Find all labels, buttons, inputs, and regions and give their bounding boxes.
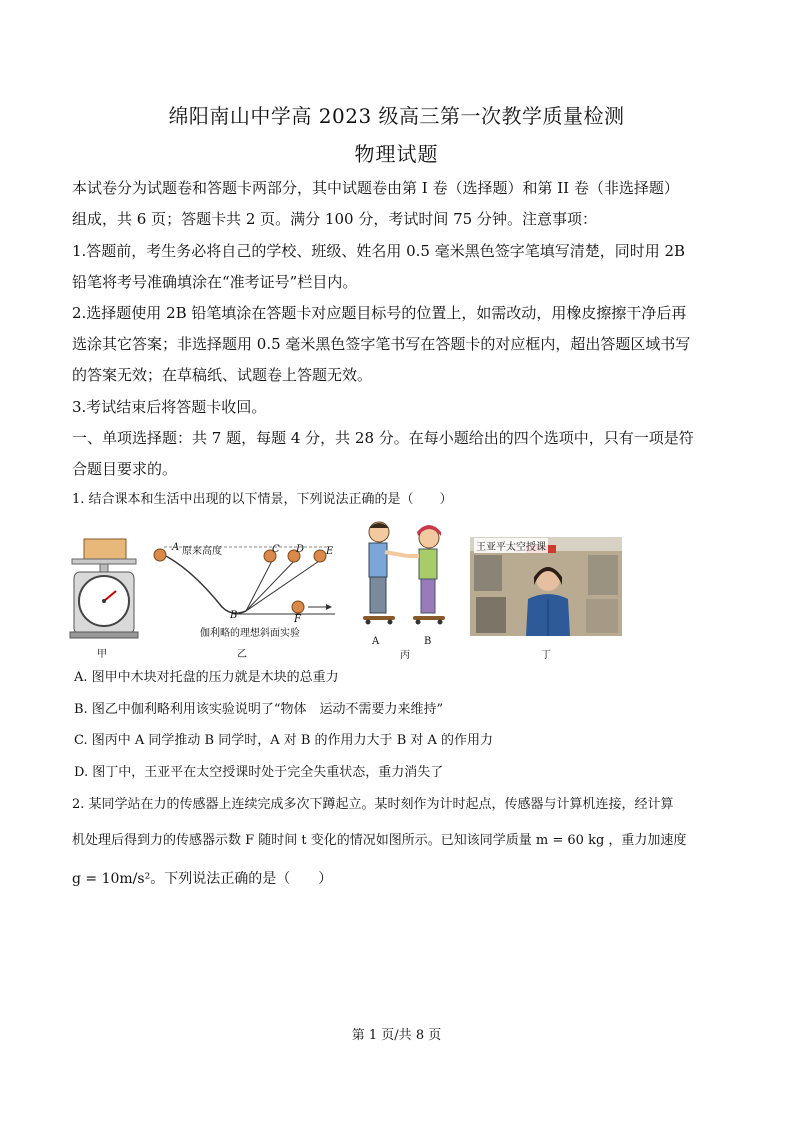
section-1-line-2: 合题目要求的。 [72,460,178,478]
figure-label-jia: 甲 [97,649,107,660]
question-1-option-a: A. 图甲中木块对托盘的压力就是木块的总重力 [74,670,339,685]
question-2-line-1: 2. 某同学站在力的传感器上连续完成多次下蹲起立。某时刻作为计时起点，传感器与计算机连接，经计算 [72,797,674,812]
intro-line-1: 本试卷分为试题卷和答题卡两部分，其中试题卷由第 I 卷（选择题）和第 II 卷（非选择题） [72,179,679,197]
question-1-stem: 1. 结合课本和生活中出现的以下情景，下列说法正确的是（ ） [72,492,453,507]
question-1-option-d: D. 图丁中，王亚平在太空授课时处于完全失重状态，重力消失了 [74,765,444,780]
galileo-experiment-caption: 伽利略的理想斜面实验 [200,628,300,639]
note-1-line-1: 1.答题前，考生务必将自己的学校、班级、姓名用 0.5 毫米黑色签字笔填写清楚，同时用 2B [72,242,686,260]
point-a-label: A [172,542,180,553]
point-c-label: C [272,544,280,555]
note-2-line-1: 2.选择题使用 2B 铅笔填涂在答题卡对应题目标号的位置上，如需改动，用橡皮擦擦干净后再 [72,304,687,322]
question-2-line-2: 机处理后得到力的传感器示数 F 随时间 t 变化的情况如图所示。已知该同学质量 m = 60 kg ，重力加速度 [72,833,687,848]
page-subtitle: 物理试题 [354,142,439,166]
page-title: 绵阳南山中学高 2023 级高三第一次教学质量检测 [168,104,625,128]
wooden-block [84,539,126,559]
note-2-line-3: 的答案无效；在草稿纸、试题卷上答题无效。 [72,366,373,384]
point-d-label: D [296,544,305,555]
figure-label-yi: 乙 [237,649,247,660]
point-f-label: F [294,614,301,625]
figure-label-bing: 丙 [400,650,410,661]
scale-figure [68,535,140,641]
note-1-line-2: 铅笔将考号准确填涂在“准考证号”栏目内。 [72,273,358,291]
question-1-option-c: C. 图丙中 A 同学推动 B 同学时，A 对 B 的作用力大于 B 对 A 的作用力 [74,733,494,748]
point-e-label: E [326,546,334,557]
point-b-label: B [230,610,238,621]
note-3-line-1: 3.考试结束后将答题卡收回。 [72,398,267,416]
space-lecture-label: 王亚平太空授课 [474,538,548,553]
student-a-label: A [372,636,380,647]
student-b-label: B [424,636,432,647]
question-2-line-3: g = 10m/s²。下列说法正确的是（ ） [72,871,333,887]
scale-tray [72,559,136,564]
original-height-label: 原来高度 [182,546,222,557]
page-footer: 第 1 页/共 8 页 [351,1028,442,1043]
question-1-option-b: B. 图乙中伽利略利用该实验说明了“物体 运动不需要力来维持” [74,702,444,717]
students-pushing-figure [355,518,455,636]
intro-line-2: 组成，共 6 页；答题卡共 2 页。满分 100 分，考试时间 75 分钟。注意事项： [72,210,597,228]
section-1-line-1: 一、单项选择题：共 7 题，每题 4 分，共 28 分。在每小题给出的四个选项中，只有一项是符 [72,429,694,447]
note-2-line-2: 选涂其它答案；非选择题用 0.5 毫米黑色签字笔书写在答题卡的对应框内，超出答题区域书写 [72,335,691,353]
figure-label-ding: 丁 [541,650,551,661]
